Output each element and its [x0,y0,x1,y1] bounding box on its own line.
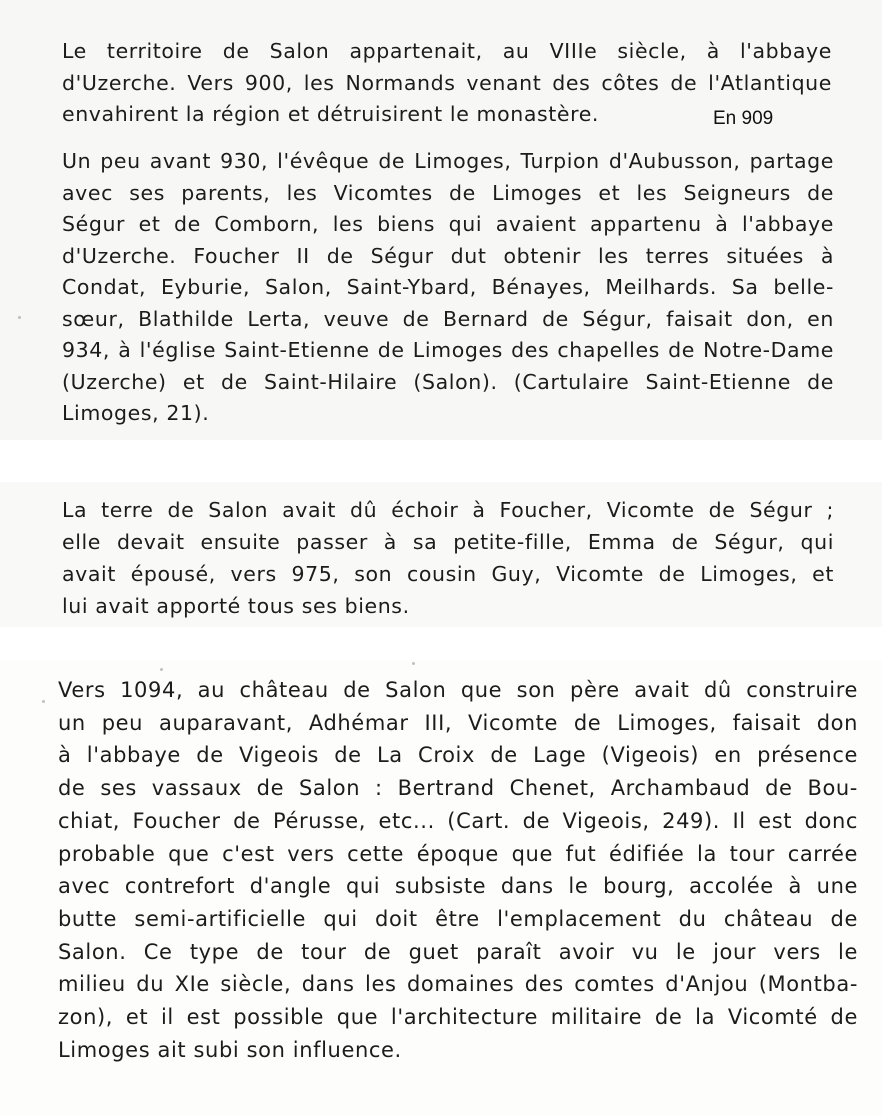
paragraph-chateau-salon-1094 [58,674,858,1066]
text-line: Limoges, 21). [62,401,210,425]
text-line: avec ses parents, les Vicomtes de Limoges et les Seigneurs de [62,180,834,205]
scan-speck [18,316,21,319]
text-line: envahirent la région et détruisirent le monastère. [62,102,600,126]
text-line: butte semi-artificielle qui doit être l'emplacement du château de [58,906,858,931]
handwritten-date-annotation: En 909 [713,108,774,129]
text-line: de ses vassaux de Salon : Bertrand Chenet, Archambaud de Bou- [58,776,858,801]
text-line: à l'abbaye de Vigeois de La Croix de Lage (Vigeois) en présence [58,743,858,768]
text-line: 934, à l'église Saint-Etienne de Limoges des chapelles de Notre-Dame [62,338,834,362]
text-line: avait épousé, vers 975, son cousin Guy, Vicomte de Limoges, et [62,562,834,586]
text-line: probable que c'est vers cette époque que fut édifiée la tour carrée [58,841,858,866]
text-line: (Uzerche) et de Saint-Hilaire (Salon). (Cartulaire Saint-Etienne de [62,369,834,394]
scan-speck [160,668,163,671]
text-line: Un peu avant 930, l'évêque de Limoges, Turpion d'Aubusson, partage [62,149,834,173]
text-line: d'Uzerche. Vers 900, les Normands venant des côtes de l'Atlantique [62,70,832,95]
text-line: Le territoire de Salon appartenait, au VIIIe siècle, à l'abbaye [62,39,832,63]
text-line: Limoges ait subi son influence. [58,1037,402,1062]
text-line: zon), et il est possible que l'architecture militaire de la Vicomté de [58,1005,858,1030]
text-line: Condat, Eyburie, Salon, Saint-Ybard, Bénayes, Meilhards. Sa belle- [62,275,834,299]
text-line: Salon. Ce type de tour de guet paraît avoir vu le jour vers le [58,939,858,964]
truncated-text-line [60,618,420,626]
scan-speck [42,700,45,703]
text-line: Ségur et de Comborn, les biens qui avaient appartenu à l'abbaye [62,212,834,236]
text-line: d'Uzerche. Foucher II de Ségur dut obtenir les terres situées à [62,243,834,268]
text-line: un peu auparavant, Adhémar III, Vicomte de Limoges, faisait don [58,710,858,735]
text-line: avec contrefort d'angle qui subsiste dans le bourg, accolée à une [58,874,858,899]
text-line: sœur, Blathilde Lerta, veuve de Bernard de Ségur, faisait don, en [62,306,834,331]
paragraph-terre-salon [62,494,834,622]
text-line: chiat, Foucher de Pérusse, etc... (Cart. de Vigeois, 249). Il est donc [58,808,858,833]
paragraph-partage-930 [62,146,834,430]
text-line: Vers 1094, au château de Salon que son père avait dû construire [58,678,858,702]
text-line: milieu du XIe siècle, dans les domaines des comtes d'Anjou (Montba- [58,972,858,997]
text-line: La terre de Salon avait dû échoir à Foucher, Vicomte de Ségur ; [62,498,834,522]
scan-speck [412,662,415,665]
text-line: elle devait ensuite passer à sa petite-fille, Emma de Ségur, qui [62,530,834,554]
text-line: lui avait apporté tous ses biens. [62,594,410,618]
